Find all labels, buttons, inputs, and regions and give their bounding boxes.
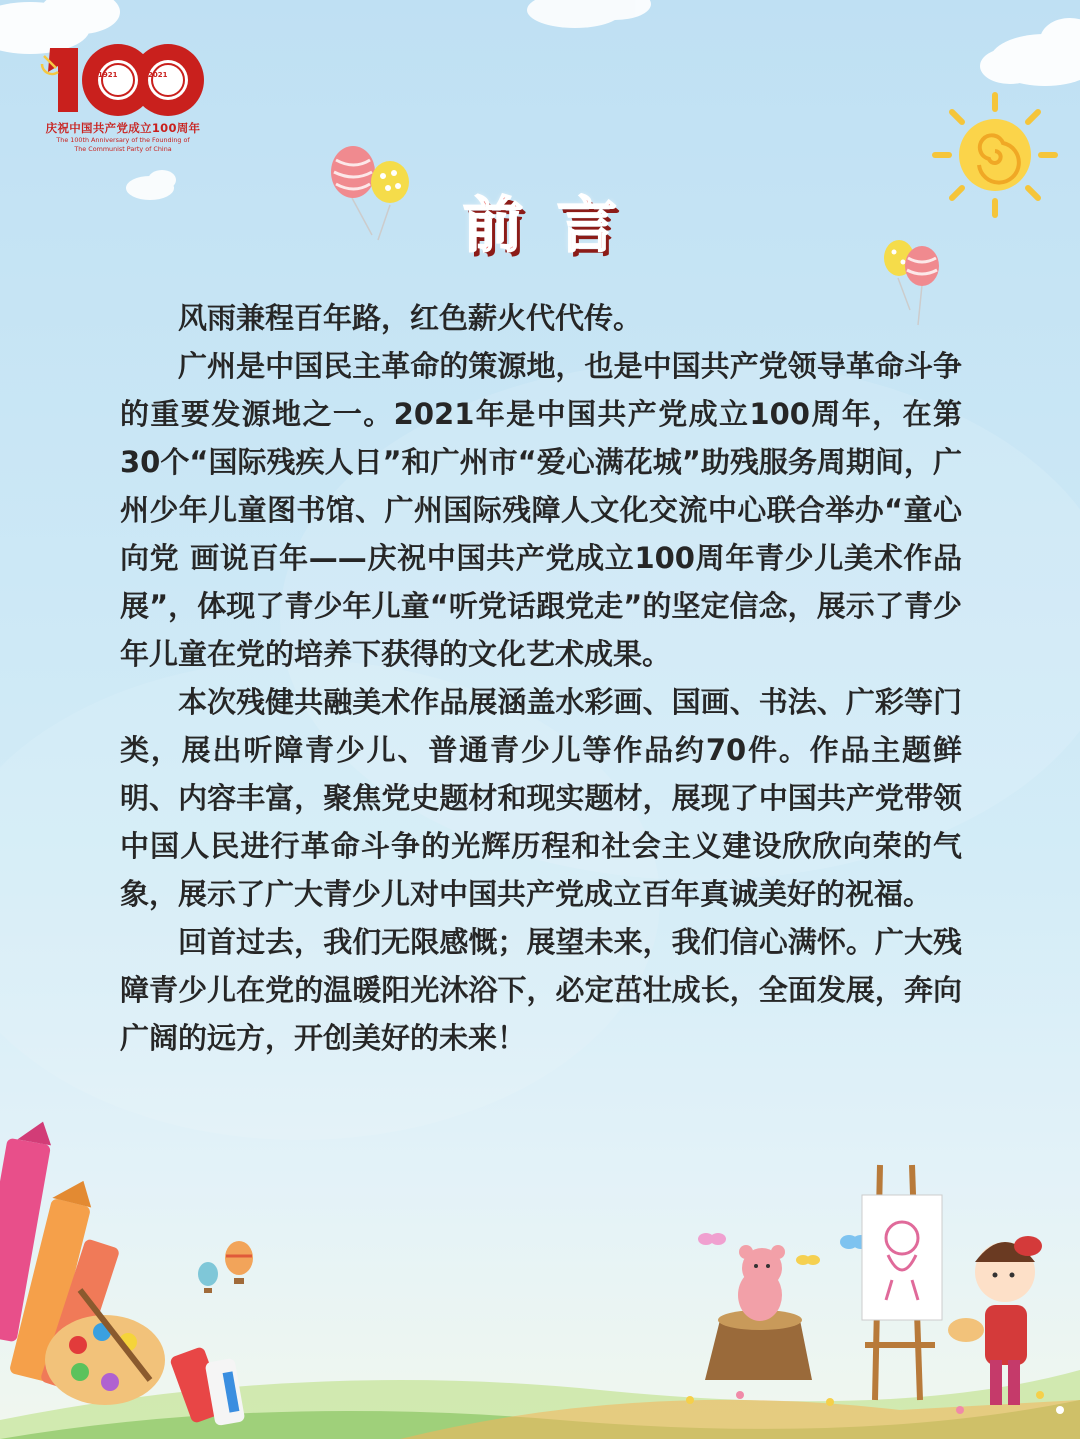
year-end: 2021 xyxy=(148,71,168,79)
bear-on-stump-illustration xyxy=(705,1245,812,1380)
hot-air-balloons xyxy=(198,1241,253,1293)
paragraph-4: 回首过去，我们无限感慨；展望未来，我们信心满怀。广大残障青少儿在党的温暖阳光沐浴下，必定茁壮成长，全面发展，奔向广阔的远方，开创美好的未来！ xyxy=(120,925,962,1055)
anniversary-emblem-icon xyxy=(28,36,218,126)
cloud-top-right xyxy=(980,18,1080,86)
butterfly-icon-3 xyxy=(796,1255,820,1265)
preface-body xyxy=(120,294,962,1062)
page-title: 前言 xyxy=(463,191,651,261)
anniversary-cn-text: 庆祝中国共产党成立100周年 xyxy=(45,121,201,135)
girl-painter-illustration xyxy=(948,1236,1042,1405)
paragraph-3: 本次残健共融美术作品展涵盖水彩画、国画、书法、广彩等门类，展出听障青少儿、普通青少儿等作品约70件。作品主题鲜明、内容丰富，聚焦党史题材和现实题材，展现了中国共产党带领中国人民进行革命斗争的光辉历程和社会主义建设欣欣向荣的气象，展示了广大青少儿对中国共产党成立百年真诚美好的祝福。 xyxy=(120,685,962,911)
year-start: 1921 xyxy=(98,71,118,79)
easel-illustration xyxy=(862,1165,942,1400)
paragraph-2: 广州是中国民主革命的策源地，也是中国共产党领导革命斗争的重要发源地之一。2021年是中国共产党成立100周年，在第30个“国际残疾人日”和广州市“爱心满花城”助残服务周期间，广州少年儿童图书馆、广州国际残障人文化交流中心联合举办“童心向党 画说百年——庆祝中国共产党成立100周年青少儿美术作品展”，体现了青少年儿童“听党话跟党走”的坚定信念，展示了青少年儿童在党的培养下获得的文化艺术成果。 xyxy=(120,349,962,671)
anniversary-en-line2: The Communist Party of China xyxy=(74,145,172,153)
paragraph-1: 风雨兼程百年路，红色薪火代代传。 xyxy=(178,301,643,335)
butterfly-icon-1 xyxy=(698,1233,726,1245)
anniversary-logo xyxy=(28,36,218,158)
cloud-top-center xyxy=(527,0,651,28)
anniversary-en-line1: The 100th Anniversary of the Founding of xyxy=(56,136,190,144)
